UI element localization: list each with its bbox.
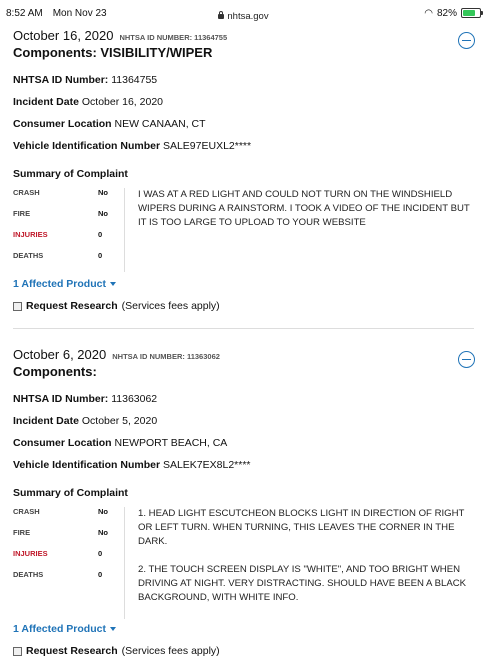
status-date: Mon Nov 23 <box>52 7 107 19</box>
field-label: Vehicle Identification Number <box>13 459 161 471</box>
complaint-summary <box>13 507 474 619</box>
battery-percent: 82% <box>436 7 457 19</box>
caret-down-icon <box>110 627 116 631</box>
request-research-note: (Services fees apply) <box>121 645 220 657</box>
stat-fire: FIRE No <box>13 528 108 537</box>
status-time: 8:52 AM <box>6 7 43 19</box>
complaint-stats <box>13 188 125 272</box>
field-value: October 5, 2020 <box>81 415 158 427</box>
incident-date-field <box>13 96 474 108</box>
divider <box>13 328 474 329</box>
request-research <box>13 645 474 657</box>
consumer-location-field <box>13 118 474 130</box>
url-bar[interactable] <box>0 11 487 22</box>
field-label: Vehicle Identification Number <box>13 140 161 152</box>
consumer-location-field <box>13 437 474 449</box>
description-paragraph: 2. THE TOUCH SCREEN DISPLAY IS "WHITE", AND TOO BRIGHT WHEN DRIVING AT NIGHT. VERY DISTRACTING. SHOULD HAVE BEEN A BLACK BACKGROUND, WITH WHITE INFO. <box>138 564 467 603</box>
complaint-description <box>125 507 474 619</box>
complaint-card <box>0 347 487 657</box>
status-bar <box>0 0 487 26</box>
summary-title: Summary of Complaint <box>13 487 128 499</box>
complaint-id-label: NHTSA ID NUMBER: 11364755 <box>119 33 228 42</box>
caret-down-icon <box>110 282 116 286</box>
request-research-checkbox[interactable] <box>13 302 22 311</box>
stat-injuries: INJURIES 0 <box>13 549 103 558</box>
stat-deaths: DEATHS 0 <box>13 251 103 260</box>
affected-product-dropdown[interactable] <box>13 278 116 290</box>
affected-product-label: 1 Affected Product <box>13 623 106 635</box>
field-label: Consumer Location <box>13 118 112 130</box>
collapse-minus-icon[interactable] <box>458 32 475 49</box>
stat-fire: FIRE No <box>13 209 108 218</box>
url-text: nhtsa.gov <box>227 11 269 22</box>
stat-deaths: DEATHS 0 <box>13 570 103 579</box>
battery-icon <box>461 8 481 18</box>
complaint-card <box>0 28 487 312</box>
vin-field <box>13 140 474 152</box>
complaint-summary <box>13 188 474 272</box>
request-research-note: (Services fees apply) <box>121 300 220 312</box>
collapse-minus-icon[interactable] <box>458 351 475 368</box>
description-paragraph: I WAS AT A RED LIGHT AND COULD NOT TURN ON THE WINDSHIELD WIPERS DURING A RAINSTORM. I TOOK A VIDEO OF THE INCIDENT BUT IT IS TOO LARGE TO UPLOAD TO YOUR WEBSITE <box>138 189 470 228</box>
request-research <box>13 300 474 312</box>
field-value: SALE97EUXL2**** <box>162 140 252 152</box>
field-label: Incident Date <box>13 415 79 427</box>
field-value: 11363062 <box>111 393 158 405</box>
vin-field <box>13 459 474 471</box>
field-value: SALEK7EX8L2**** <box>162 459 251 471</box>
complaint-description <box>125 188 474 272</box>
affected-product-dropdown[interactable] <box>13 623 116 635</box>
nhtsa-id-field <box>13 74 474 86</box>
field-label: NHTSA ID Number: <box>13 74 109 86</box>
stat-injuries: INJURIES 0 <box>13 230 103 239</box>
complaint-components: Components: VISIBILITY/WIPER <box>13 45 213 60</box>
request-research-checkbox[interactable] <box>13 647 22 656</box>
field-value: October 16, 2020 <box>81 96 163 108</box>
incident-date-field <box>13 415 474 427</box>
stat-crash: CRASH No <box>13 188 108 197</box>
field-label: NHTSA ID Number: <box>13 393 109 405</box>
summary-title: Summary of Complaint <box>13 168 128 180</box>
complaint-components: Components: <box>13 364 97 379</box>
stat-crash: CRASH No <box>13 507 108 516</box>
field-value: NEWPORT BEACH, CA <box>114 437 228 449</box>
lock-icon <box>218 14 224 19</box>
field-value: NEW CANAAN, CT <box>114 118 206 130</box>
complaint-id-label: NHTSA ID NUMBER: 11363062 <box>112 352 220 361</box>
affected-product-label: 1 Affected Product <box>13 278 106 290</box>
wifi-icon: ◠ <box>424 7 433 19</box>
field-label: Incident Date <box>13 96 79 108</box>
description-paragraph: 1. HEAD LIGHT ESCUTCHEON BLOCKS LIGHT IN DIRECTION OF RIGHT OR LEFT TURN. WHEN TURNING, THIS LEAVES THE CORNER IN THE DARK. <box>138 508 465 547</box>
complaint-stats <box>13 507 125 619</box>
request-research-label: Request Research <box>26 645 118 657</box>
request-research-label: Request Research <box>26 300 118 312</box>
field-label: Consumer Location <box>13 437 112 449</box>
complaint-date: October 16, 2020 <box>13 28 114 43</box>
nhtsa-id-field <box>13 393 474 405</box>
field-value: 11364755 <box>111 74 158 86</box>
complaint-date: October 6, 2020 <box>13 347 107 362</box>
